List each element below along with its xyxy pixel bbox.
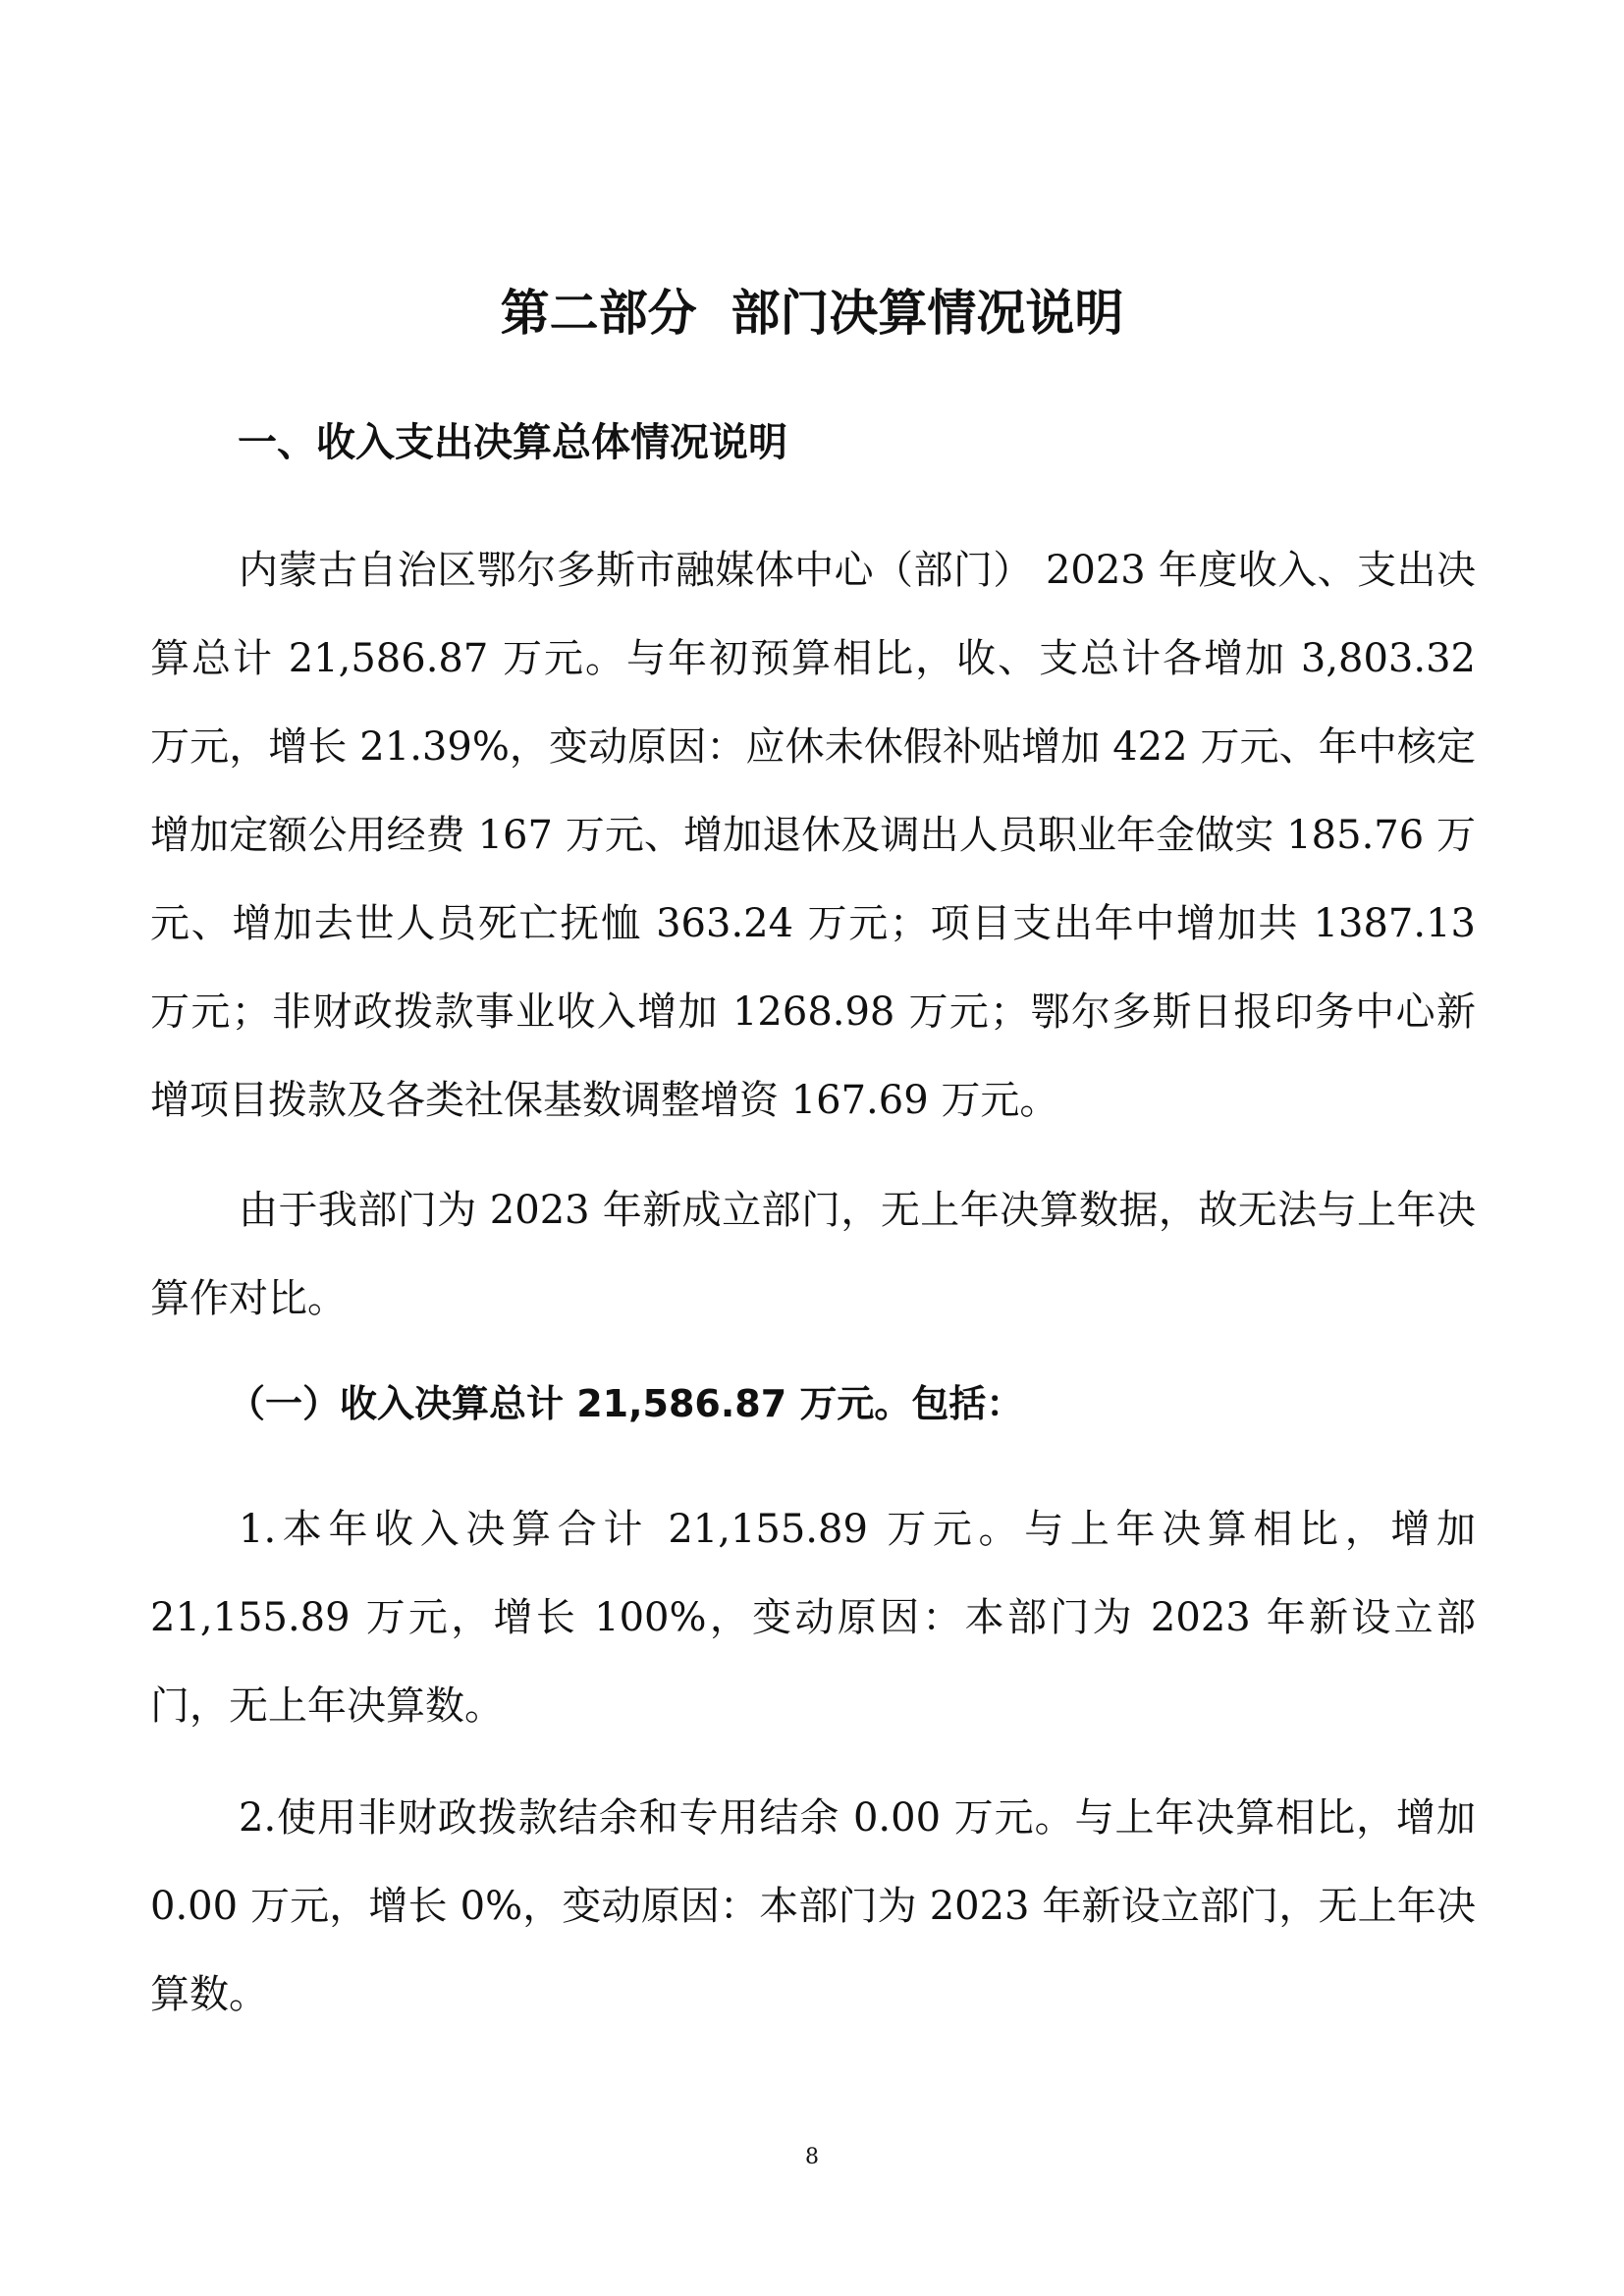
list-item-non-fiscal-balance: 2.使用非财政拨款结余和专用结余 0.00 万元。与上年决算相比，增加 0.00 万元，增长 0%，变动原因：本部门为 2023 年新设立部门，无上年决算数。 (150, 1795, 1476, 2017)
page-title: 第二部分 部门决算情况说明 (500, 285, 1124, 342)
paragraph-comparison-note: 由于我部门为 2023 年新成立部门，无上年决算数据，故无法与上年决算作对比。 (150, 1188, 1476, 1321)
paragraph-income-expenditure-total: 内蒙古自治区鄂尔多斯市融媒体中心（部门） 2023 年度收入、支出决算总计 21,586.87 万元。与年初预算相比，收、支总计各增加 3,803.32 万元，增长 21.39%，变动原因：应休未休假补贴增加 422 万元、年中核定增加定额公用经费 167 万元、增加退休及调出人员职业年金做实 185.76 万元、增加去世人员死亡抚恤 363.24 万元；项目支出年中增加共 1387.13 万元；非财政拨款事业收入增加 1268.98 万元；鄂尔多斯日报印务中心新增项目拨款及各类社保基数调整增资 167.69 万元。 (150, 548, 1476, 1123)
section-heading: 一、收入支出决算总体情况说明 (238, 420, 787, 465)
page-number: 8 (805, 2145, 819, 2169)
list-item-current-year-income: 1.本年收入决算合计 21,155.89 万元。与上年决算相比，增加 21,155.89 万元，增长 100%，变动原因：本部门为 2023 年新设立部门，无上年决算数。 (150, 1507, 1476, 1729)
sub-heading-income-total: （一）收入决算总计 21,586.87 万元。包括： (228, 1382, 1024, 1425)
